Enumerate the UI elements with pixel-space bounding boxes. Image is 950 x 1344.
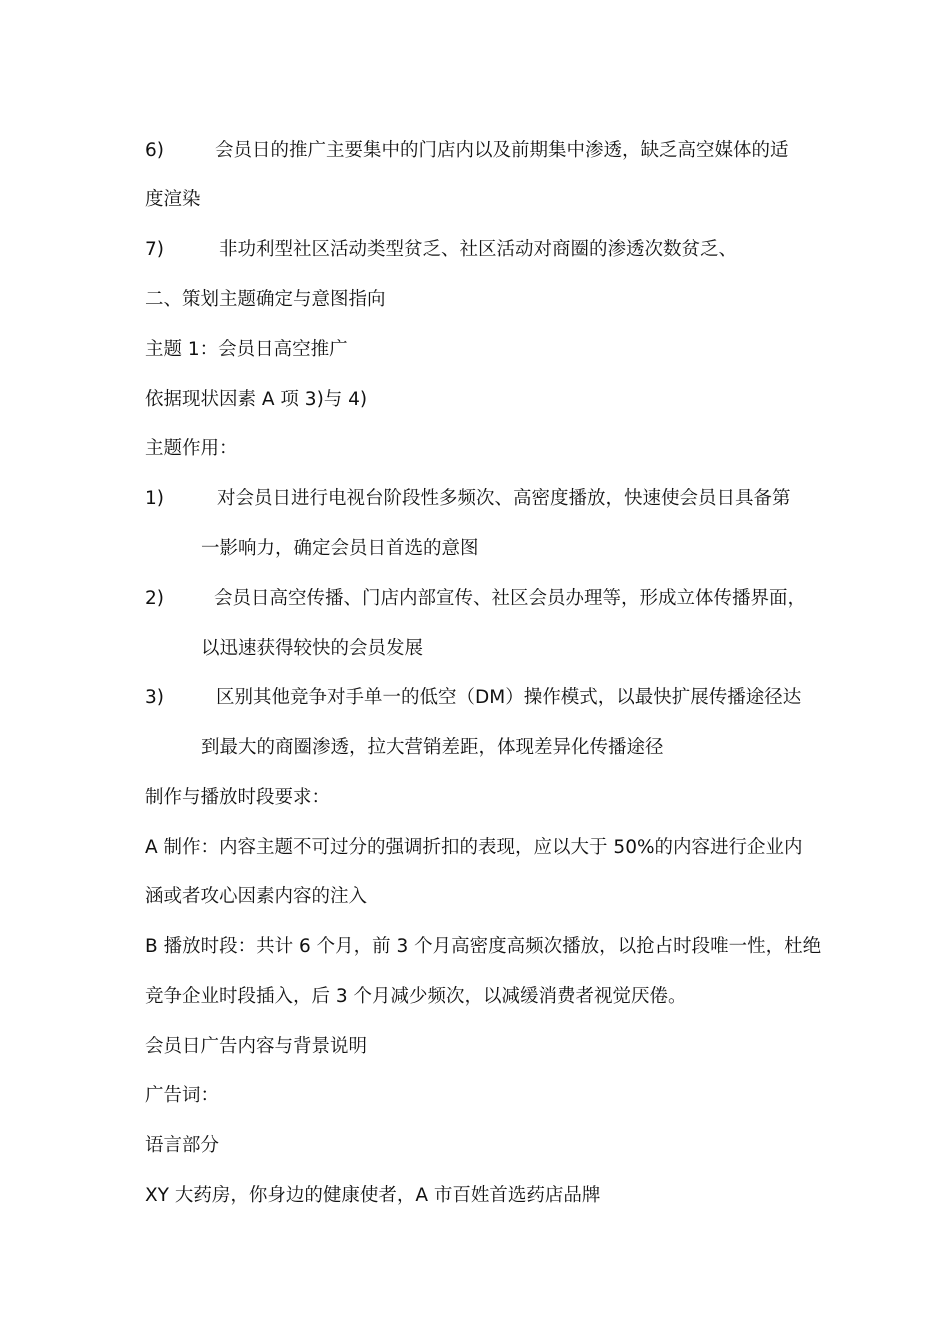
effect-item-3 [145,685,810,711]
production-label: 制作与播放时段要求： [145,787,331,808]
item-number: 1) [145,488,164,509]
ad-content-heading: 会员日广告内容与背景说明 [145,1036,368,1057]
item-number: 7) [145,239,164,260]
production-b-line-1: B 播放时段：共计 6 个月，前 3 个月高密度高频次播放，以抢占时段唯一性，杜绝 [145,936,822,957]
slogan: XY 大药房，你身边的健康使者，A 市百姓首选药店品牌 [145,1185,601,1206]
ad-words-label: 广告词： [145,1085,220,1106]
item-number: 2) [145,588,164,609]
production-b-line-2: 竞争企业时段插入，后 3 个月减少频次，以减缓消费者视觉厌倦。 [145,986,687,1007]
item-number: 3) [145,687,164,708]
effect-item-2 [145,586,810,612]
theme-title: 主题 1：会员日高空推广 [145,339,348,360]
production-a-line-1: A 制作：内容主题不可过分的强调折扣的表现，应以大于 50%的内容进行企业内 [145,837,803,858]
effect-item-1-continuation: 一影响力，确定会员日首选的意图 [201,538,479,559]
item-text: 会员日高空传播、门店内部宣传、社区会员办理等，形成立体传播界面， [214,588,807,609]
item-text: 会员日的推广主要集中的门店内以及前期集中渗透，缺乏高空媒体的适 [215,140,789,161]
effect-item-3-continuation: 到最大的商圈渗透，拉大营销差距，体现差异化传播途径 [201,737,664,758]
effect-item-2-continuation: 以迅速获得较快的会员发展 [201,638,424,659]
list-item-6 [145,138,810,164]
item-text: 非功利型社区活动类型贫乏、社区活动对商圈的渗透次数贫乏、 [219,239,738,260]
item-number: 6) [145,140,164,161]
item-text: 对会员日进行电视台阶段性多频次、高密度播放，快速使会员日具备第 [217,488,791,509]
section-heading: 二、策划主题确定与意图指向 [145,289,386,310]
language-part-label: 语言部分 [145,1135,220,1156]
effect-item-1 [145,486,810,512]
list-item-7 [145,237,810,263]
production-a-line-2: 涵或者攻心因素内容的注入 [145,886,368,907]
item-text: 区别其他竞争对手单一的低空（DM）操作模式，以最快扩展传播途径达 [216,687,802,708]
theme-effect-label: 主题作用： [145,438,238,459]
list-item-6-continuation: 度渲染 [145,189,201,210]
theme-basis: 依据现状因素 A 项 3)与 4) [145,389,368,410]
